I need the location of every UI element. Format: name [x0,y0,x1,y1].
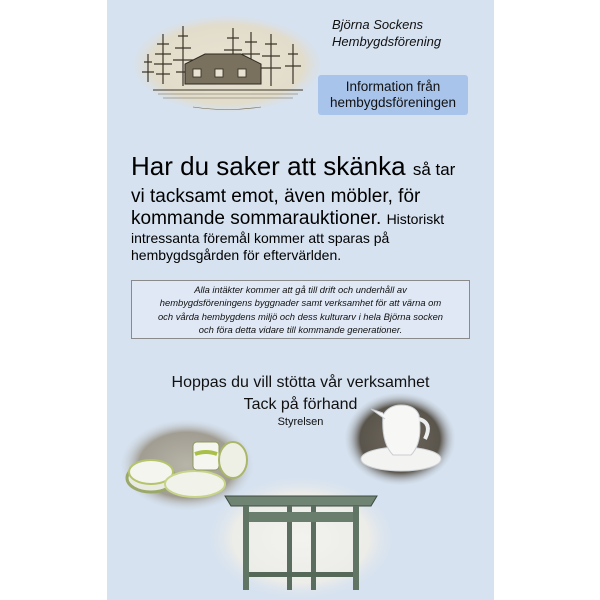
headline-line3-tail: Historiskt [386,211,445,227]
poster [107,0,494,600]
info-banner [318,75,468,115]
headline-big-tail: så tar [412,160,456,179]
headline-line2: vi tacksamt emot, även möbler, för [131,186,421,207]
info-line2: hembygdsföreningen [329,95,457,110]
support-appeal: Hoppas du vill stötta vår verksamhet [171,374,430,391]
info-line1: Information från [345,79,441,94]
notice-line1: Alla intäkter kommer att gå till drift och underhåll av [194,283,407,295]
notice-line2: hembygdsföreningens byggnader samt verksamhet för att värna om [159,297,442,309]
headline-line5: hembygdsgården för eftervärlden. [131,247,342,263]
proceeds-notice [131,280,470,339]
signature: Styrelsen [277,416,324,428]
headline-block [131,151,481,264]
headline-line4: intressanta föremål kommer att sparas på [131,230,390,246]
org-line2: Hembygdsförening [332,34,442,49]
pitcher-photo [345,393,455,485]
notice-line3: och vårda hembygdens miljö och dess kulturarv i hela Björna socken [157,310,444,322]
organization-name [332,16,441,50]
headline-line3: kommande sommarauktioner. [131,208,382,229]
thanks-line: Tack på förhand [243,396,358,413]
notice-line4: och föra detta vidare till kommande generationer. [198,323,403,335]
headline-big: Har du saker att skänka [131,151,406,181]
gateleg-table-photo [207,476,395,600]
homestead-logo [133,14,321,114]
org-line1: Björna Sockens [332,17,424,32]
